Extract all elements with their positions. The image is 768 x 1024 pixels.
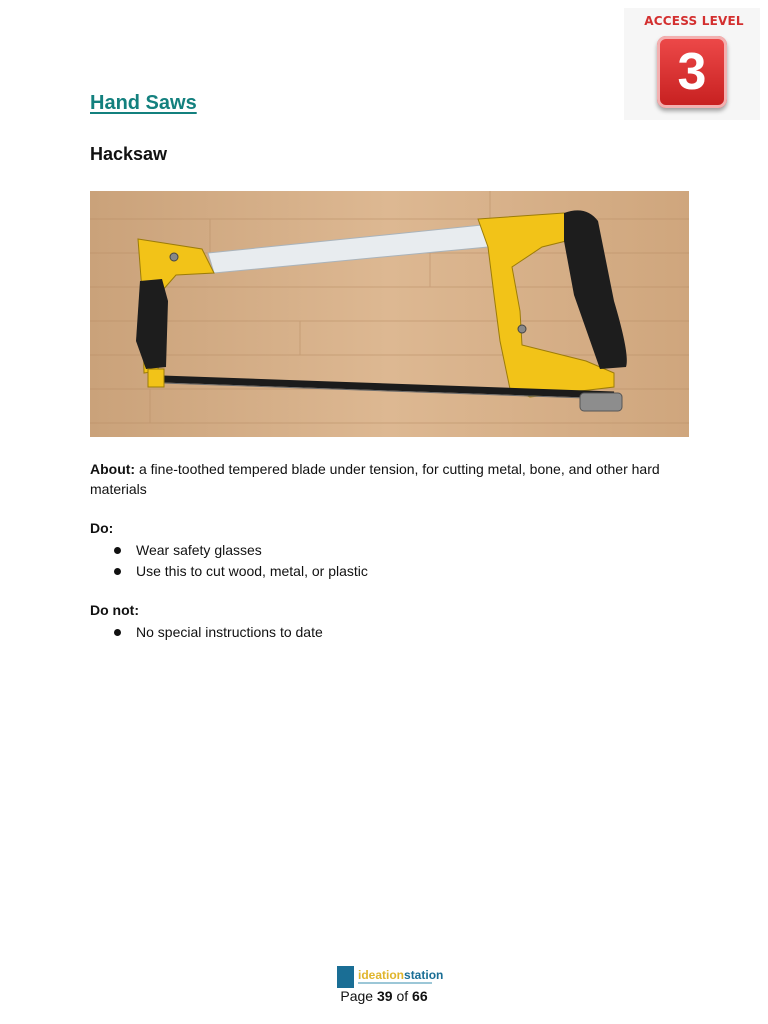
section-title-link[interactable]: Hand Saws — [90, 92, 197, 114]
tool-title: Hacksaw — [90, 144, 168, 164]
access-level-number: 3 — [677, 43, 707, 101]
logo-mark-icon — [337, 966, 354, 988]
donot-heading: Do not: — [90, 602, 139, 618]
donot-item-text: No special instructions to date — [136, 624, 323, 640]
do-list — [90, 540, 368, 582]
hacksaw-photo — [90, 191, 689, 437]
about-paragraph — [90, 459, 690, 499]
donot-list-item — [90, 622, 323, 643]
access-level-badge — [624, 8, 760, 120]
bullet-icon — [114, 568, 121, 575]
do-heading: Do: — [90, 520, 114, 536]
do-list-item — [90, 540, 368, 561]
logo-tagline — [358, 982, 432, 984]
do-item-text: Wear safety glasses — [136, 542, 262, 558]
do-list-item — [90, 561, 368, 582]
about-text: a fine-toothed tempered blade under tension, for cutting metal, bone, and other hard materials — [90, 461, 660, 497]
logo-wordmark: ideationstation — [358, 968, 444, 982]
do-item-text: Use this to cut wood, metal, or plastic — [136, 563, 368, 579]
about-label: About: — [90, 461, 136, 477]
access-level-number-box — [657, 36, 727, 108]
bullet-icon — [114, 629, 121, 636]
access-level-label: ACCESS LEVEL — [644, 14, 744, 28]
page-current: 39 — [376, 988, 393, 1004]
page-number: Page 39 of 66 — [340, 988, 428, 1004]
page-total: 66 — [412, 988, 428, 1004]
donot-list — [90, 622, 323, 643]
bullet-icon — [114, 547, 121, 554]
